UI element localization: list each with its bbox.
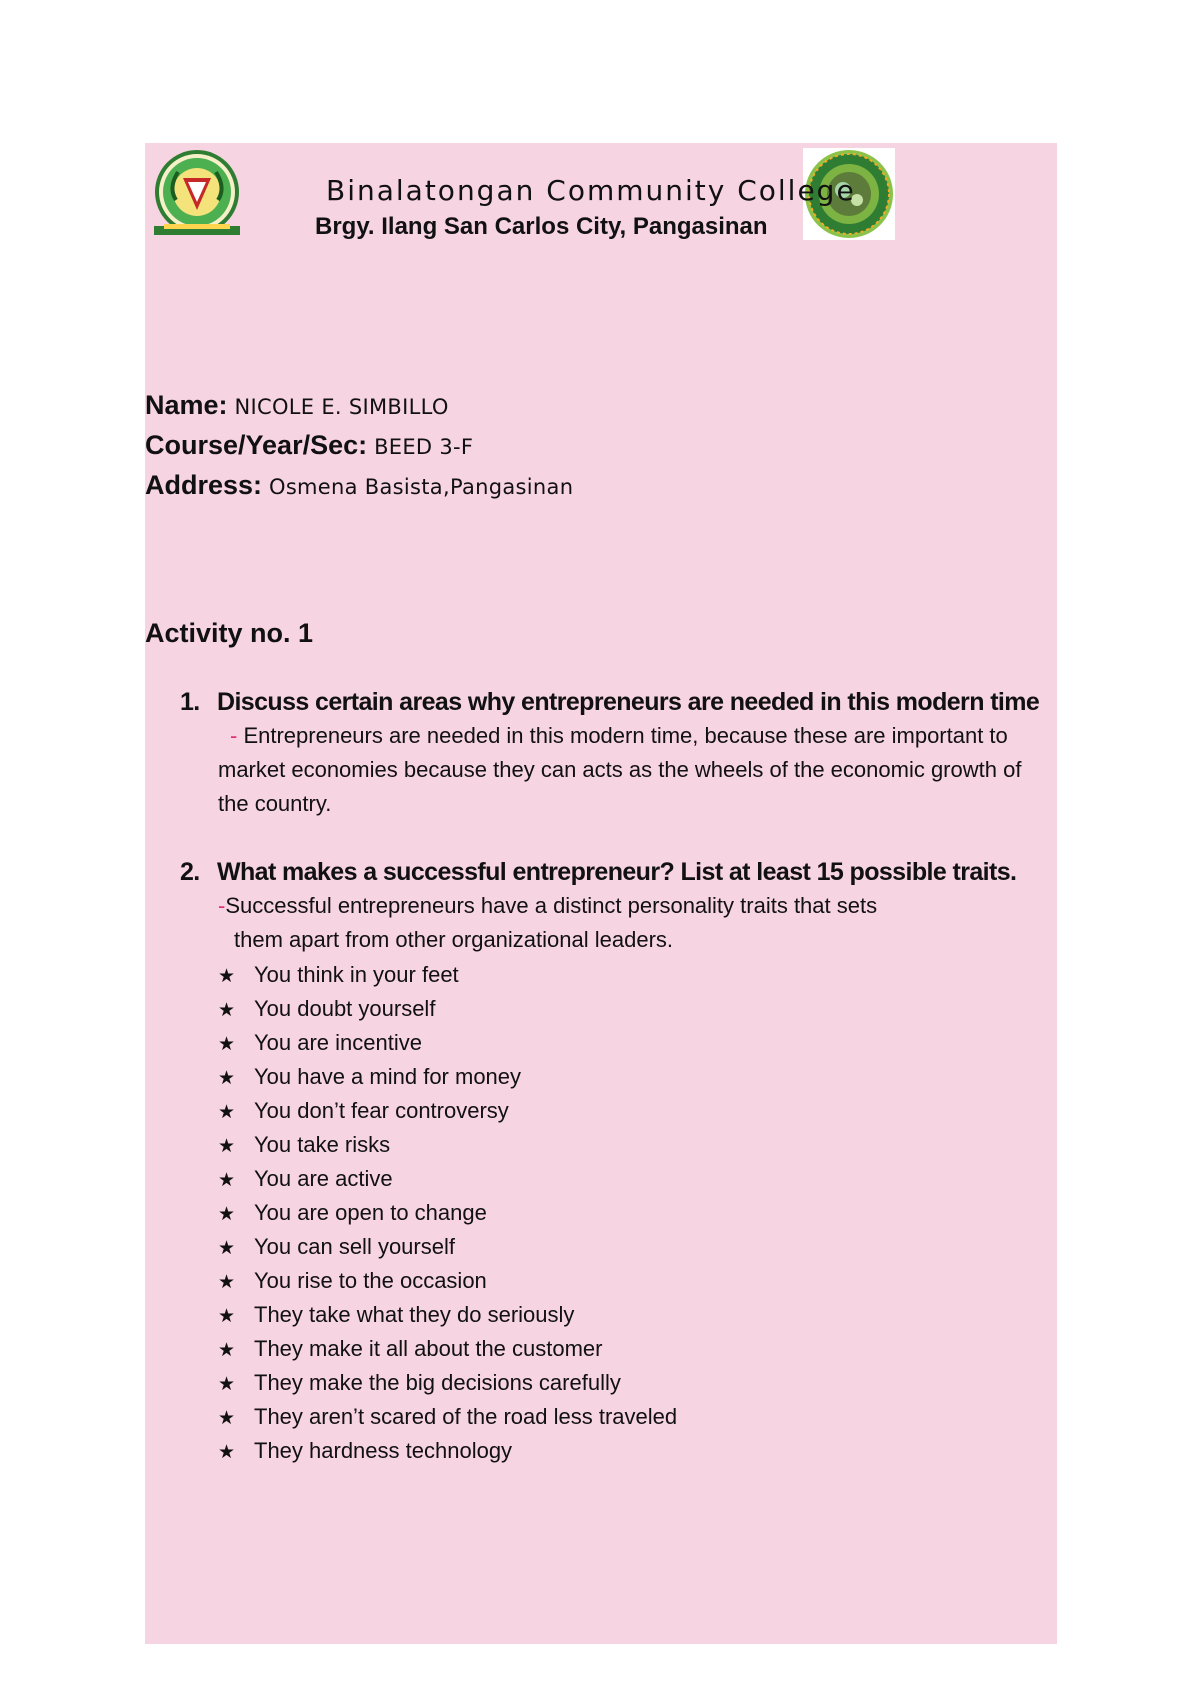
school-name: Binalatongan Community College: [326, 174, 856, 207]
list-item: [218, 958, 677, 992]
star-icon: ★: [218, 1136, 236, 1157]
answer-1-line-3: the country.: [218, 791, 332, 816]
answer-1-line-2: market economies because they can acts as the wheels of the economic growth of: [218, 757, 1022, 782]
trait-text: You are open to change: [254, 1200, 487, 1225]
trait-text: You think in your feet: [254, 962, 459, 987]
list-item: [218, 1060, 677, 1094]
list-item: [218, 1196, 677, 1230]
trait-text: You are active: [254, 1166, 393, 1191]
list-item: [218, 992, 677, 1026]
trait-text: They make the big decisions carefully: [254, 1370, 621, 1395]
star-icon: ★: [218, 1000, 236, 1021]
name-value: NICOLE E. SIMBILLO: [234, 395, 449, 419]
activity-title: Activity no. 1: [145, 618, 314, 648]
trait-text: They make it all about the customer: [254, 1336, 603, 1361]
star-icon: ★: [218, 1238, 236, 1259]
course-value: BEED 3-F: [374, 435, 474, 459]
question-2-text: What makes a successful entrepreneur? List at least 15 possible traits.: [217, 858, 1017, 886]
college-seal-logo: [148, 148, 246, 242]
star-icon: ★: [218, 1272, 236, 1293]
star-icon: ★: [218, 1442, 236, 1463]
trait-text: You doubt yourself: [254, 996, 436, 1021]
list-item: [218, 1128, 677, 1162]
trait-text: They aren’t scared of the road less traveled: [254, 1404, 678, 1429]
traits-list: [218, 958, 677, 1468]
star-icon: ★: [218, 1306, 236, 1327]
star-icon: ★: [218, 1034, 236, 1055]
star-icon: ★: [218, 1340, 236, 1361]
trait-text: You can sell yourself: [254, 1234, 455, 1259]
star-icon: ★: [218, 1204, 236, 1225]
list-item: [218, 1230, 677, 1264]
trait-text: You rise to the occasion: [254, 1268, 487, 1293]
answer-2-dash: -: [218, 893, 226, 918]
address-label: Address:: [145, 470, 263, 500]
question-1-text: Discuss certain areas why entrepreneurs are needed in this modern time: [217, 688, 1040, 716]
star-icon: ★: [218, 966, 236, 987]
trait-text: You take risks: [254, 1132, 391, 1157]
answer-2-text-1: Successful entrepreneurs have a distinct personality traits that sets: [225, 893, 878, 918]
question-2: [180, 858, 1016, 887]
star-icon: ★: [218, 1102, 236, 1123]
trait-text: You have a mind for money: [254, 1064, 522, 1089]
list-item: [218, 1094, 677, 1128]
star-icon: ★: [218, 1374, 236, 1395]
address-value: Osmena Basista,Pangasinan: [268, 475, 574, 499]
trait-text: They hardness technology: [254, 1438, 513, 1463]
list-item: [218, 1298, 677, 1332]
name-label: Name:: [145, 390, 228, 420]
question-1-number: 1.: [180, 688, 200, 716]
list-item: [218, 1162, 677, 1196]
answer-1-text-1: Entrepreneurs are needed in this modern time, because these are important to: [243, 723, 1008, 748]
list-item: [218, 1026, 677, 1060]
list-item: [218, 1264, 677, 1298]
trait-text: They take what they do seriously: [254, 1302, 575, 1327]
answer-2-line-2: them apart from other organizational leaders.: [234, 927, 674, 952]
address-row: [145, 470, 573, 501]
star-icon: ★: [218, 1068, 236, 1089]
question-2-number: 2.: [180, 858, 200, 886]
star-icon: ★: [218, 1408, 236, 1429]
list-item: [218, 1332, 677, 1366]
course-row: [145, 430, 473, 461]
course-label: Course/Year/Sec:: [145, 430, 368, 460]
list-item: [218, 1400, 677, 1434]
star-icon: ★: [218, 1170, 236, 1191]
trait-text: You are incentive: [254, 1030, 422, 1055]
list-item: [218, 1366, 677, 1400]
question-1: [180, 688, 1039, 717]
answer-1-dash: -: [230, 723, 238, 748]
answer-2-line-1: [218, 893, 877, 919]
trait-text: You don’t fear controversy: [254, 1098, 509, 1123]
name-row: [145, 390, 449, 421]
answer-1-line-1: [230, 723, 1008, 749]
school-address: Brgy. Ilang San Carlos City, Pangasinan: [315, 213, 768, 240]
list-item: [218, 1434, 677, 1468]
